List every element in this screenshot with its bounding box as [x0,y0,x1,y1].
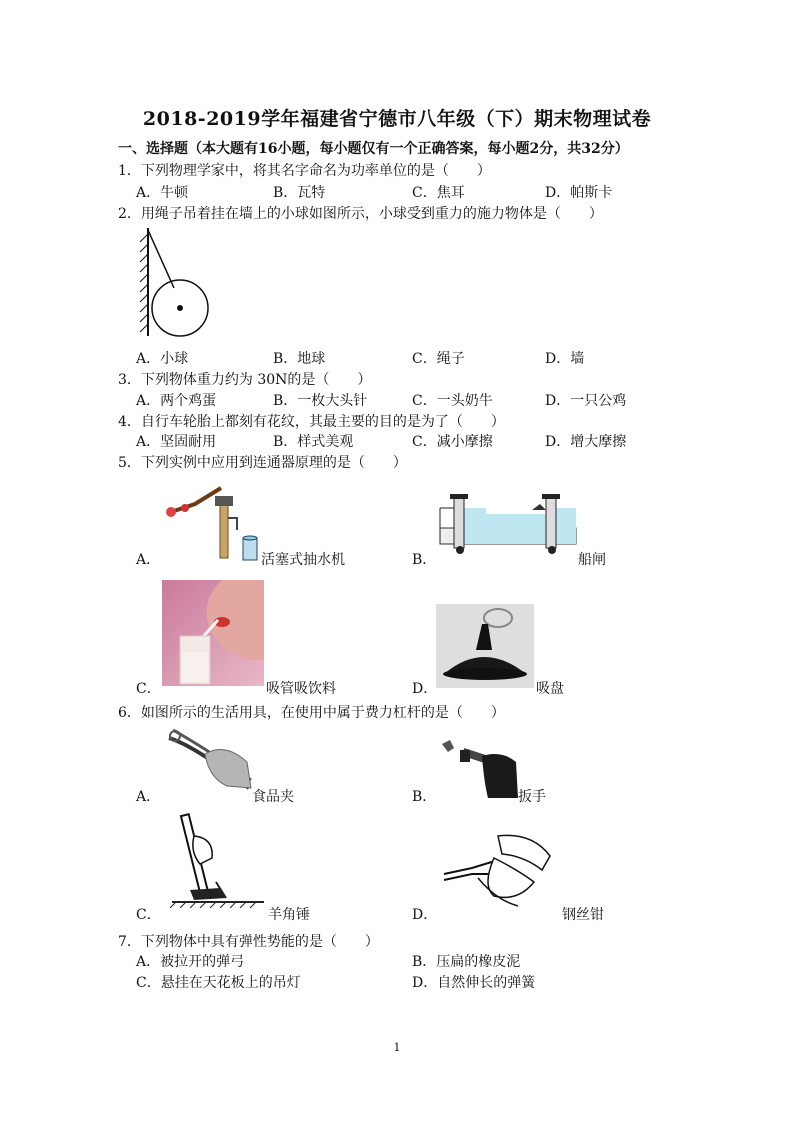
q5-caption-c: 吸管吸饮料 [266,681,336,697]
q1-option-b: B．瓦特 [273,185,326,201]
q5-option-d: D． [412,681,438,697]
question-1-stem: 1．下列物理学家中，将其名字命名为功率单位的是（ ） [118,163,491,179]
q6-caption-a: 食品夹 [252,789,294,805]
wire-pliers-figure [438,830,554,910]
q6-option-b: B． [412,789,437,805]
q5-option-c: C． [136,681,161,697]
question-3-stem: 3．下列物体重力约为 30N的是（ ） [118,372,372,388]
claw-hammer-figure [170,812,266,908]
q7-option-d: D．自然伸长的弹簧 [412,975,536,991]
q3-option-b: B．一枚大头针 [273,393,368,409]
q2-option-d: D．墙 [545,351,585,367]
question-2-stem: 2．用绳子吊着挂在墙上的小球如图所示，小球受到重力的施力物体是（ ） [118,206,603,222]
question-7-stem: 7．下列物体中具有弹性势能的是（ ） [118,934,379,950]
q7-option-c: C．悬挂在天花板上的吊灯 [136,975,301,991]
q3-option-c: C．一头奶牛 [412,393,493,409]
q4-option-d: D．增大摩擦 [545,434,627,450]
ship-lock-figure [436,488,580,560]
q3-option-a: A．两个鸡蛋 [136,393,217,409]
q2-option-b: B．地球 [273,351,326,367]
q2-option-a: A．小球 [136,351,189,367]
suction-cup-photo [436,604,534,688]
q5-option-b: B． [412,552,437,568]
question-5-stem: 5．下列实例中应用到连通器原理的是（ ） [118,455,407,471]
q6-option-c: C． [136,907,161,923]
q1-option-c: C．焦耳 [412,185,465,201]
q2-option-c: C．绳子 [412,351,465,367]
q6-caption-c: 羊角锤 [268,907,310,923]
q3-option-d: D．一只公鸡 [545,393,627,409]
q7-option-b: B．压扁的橡皮泥 [412,954,521,970]
q1-option-a: A．牛顿 [136,185,189,201]
q4-option-b: B．样式美观 [273,434,354,450]
exam-title: 2018-2019学年福建省宁德市八年级（下）期末物理试卷 [142,108,652,130]
q4-option-a: A．坚固耐用 [136,434,217,450]
q7-option-a: A．被拉开的弹弓 [136,954,245,970]
q1-option-d: D．帕斯卡 [545,185,613,201]
food-tongs-figure [165,728,255,798]
hanging-ball-figure [138,226,218,338]
q6-caption-b: 扳手 [518,789,546,805]
q5-caption-a: 活塞式抽水机 [261,552,345,568]
q4-option-c: C．减小摩擦 [412,434,493,450]
q6-option-d: D． [412,907,438,923]
straw-drinking-photo [162,580,264,686]
q5-caption-b: 船闸 [578,552,606,568]
question-4-stem: 4．自行车轮胎上都刻有花纹，其最主要的目的是为了（ ） [118,414,505,430]
wrench-figure [436,736,520,800]
q6-option-a: A． [136,789,161,805]
section-heading: 一、选择题（本大题有16小题，每小题仅有一个正确答案，每小题2分，共32分） [118,141,629,157]
page-number: 1 [393,1041,401,1054]
q5-option-a: A． [136,552,161,568]
q5-caption-d: 吸盘 [536,681,564,697]
piston-pump-figure [165,478,261,562]
q6-caption-d: 钢丝钳 [562,907,604,923]
question-6-stem: 6．如图所示的生活用具，在使用中属于费力杠杆的是（ ） [118,705,505,721]
